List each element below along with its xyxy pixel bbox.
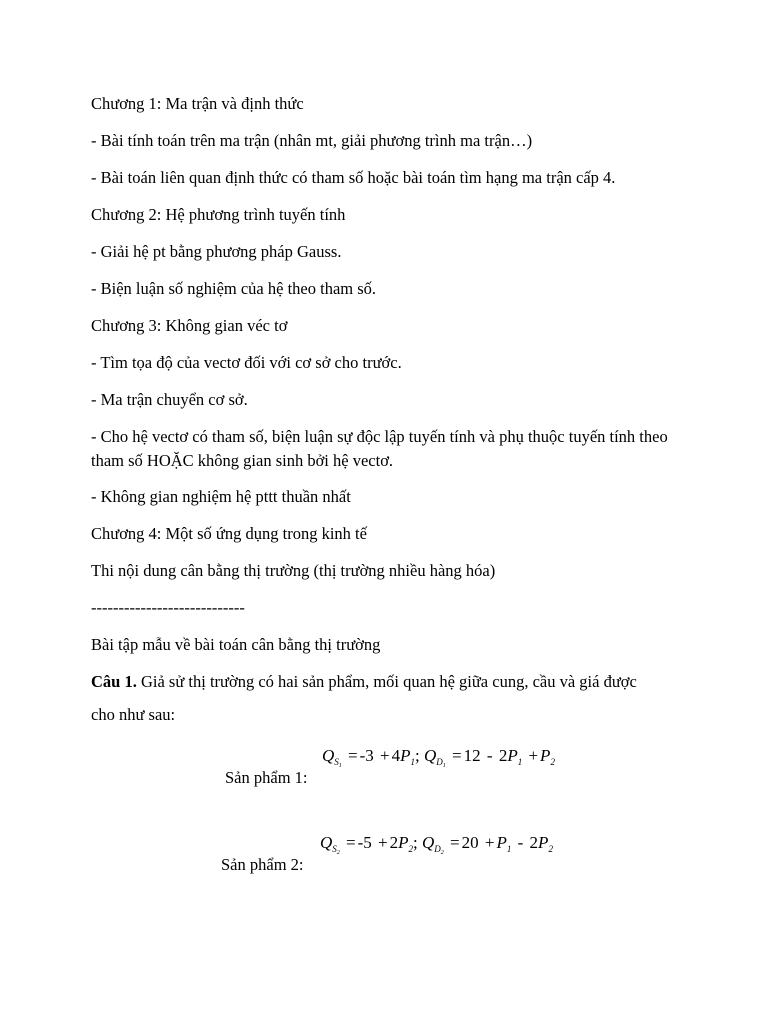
separator-dashes: ---------------------------- bbox=[91, 598, 245, 617]
chapter-2-heading: Chương 2: Hệ phương trình tuyến tính bbox=[91, 205, 346, 224]
p1-demand-const: 12 bbox=[463, 746, 481, 765]
chapter-3-item-1: - Tìm tọa độ của vectơ đối với cơ sở cho trước. bbox=[91, 353, 402, 372]
chapter-2-item-2: - Biện luận số nghiệm của hệ theo tham số. bbox=[91, 279, 377, 298]
chapter-4-heading: Chương 4: Một số ứng dụng trong kinh tế bbox=[91, 524, 367, 543]
chapter-2-item-1: - Giải hệ pt bằng phương pháp Gauss. bbox=[91, 242, 342, 261]
product-1-equation: $Q_{S_1} = -3 + 4P_1$; $Q_{D_1} = 12 - 2P_1 + P_2$ bbox=[322, 746, 555, 769]
exam-content-note: Thi nội dung cân bằng thị trường (thị trường nhiều hàng hóa) bbox=[91, 561, 496, 580]
p1-supply-const: -3 bbox=[359, 746, 374, 765]
question-text: Giả sử thị trường có hai sản phẩm, mối quan hệ giữa cung, cầu và giá được bbox=[136, 672, 637, 691]
question-1-line-1 bbox=[91, 670, 708, 694]
chapter-3-item-3: - Cho hệ vectơ có tham số, biện luận sự độc lập tuyến tính và phụ thuộc tuyến tính theo tham số HOẶC không gian sinh bởi hệ vectơ. bbox=[91, 427, 668, 470]
chapter-3-item-4: - Không gian nghiệm hệ pttt thuần nhất bbox=[91, 487, 351, 506]
question-label: Câu 1. bbox=[91, 672, 137, 691]
p2-demand-const: 20 bbox=[461, 833, 479, 852]
p2-supply-const: -5 bbox=[357, 833, 372, 852]
chapter-3-heading: Chương 3: Không gian véc tơ bbox=[91, 316, 288, 335]
chapter-1-item-2: - Bài toán liên quan định thức có tham số hoặc bài toán tìm hạng ma trận cấp 4. bbox=[91, 168, 616, 187]
chapter-1-heading: Chương 1: Ma trận và định thức bbox=[91, 94, 304, 113]
p2-supply-coef: 2 bbox=[389, 833, 399, 852]
chapter-3-item-2: - Ma trận chuyển cơ sở. bbox=[91, 390, 248, 409]
product-1-label: Sản phẩm 1: bbox=[225, 768, 308, 787]
question-1-line-2: cho như sau: bbox=[91, 705, 176, 724]
sample-exercises-heading: Bài tập mẫu về bài toán cân bằng thị trường bbox=[91, 635, 381, 654]
chapter-1-item-1: - Bài tính toán trên ma trận (nhân mt, giải phương trình ma trận…) bbox=[91, 131, 533, 150]
p1-supply-coef: 4 bbox=[391, 746, 401, 765]
product-2-equation: $Q_{S_2} = -5 + 2P_2$; $Q_{D_2} = 20 + P_1 - 2P_2$ bbox=[320, 833, 553, 856]
product-2-label: Sản phẩm 2: bbox=[221, 855, 304, 874]
